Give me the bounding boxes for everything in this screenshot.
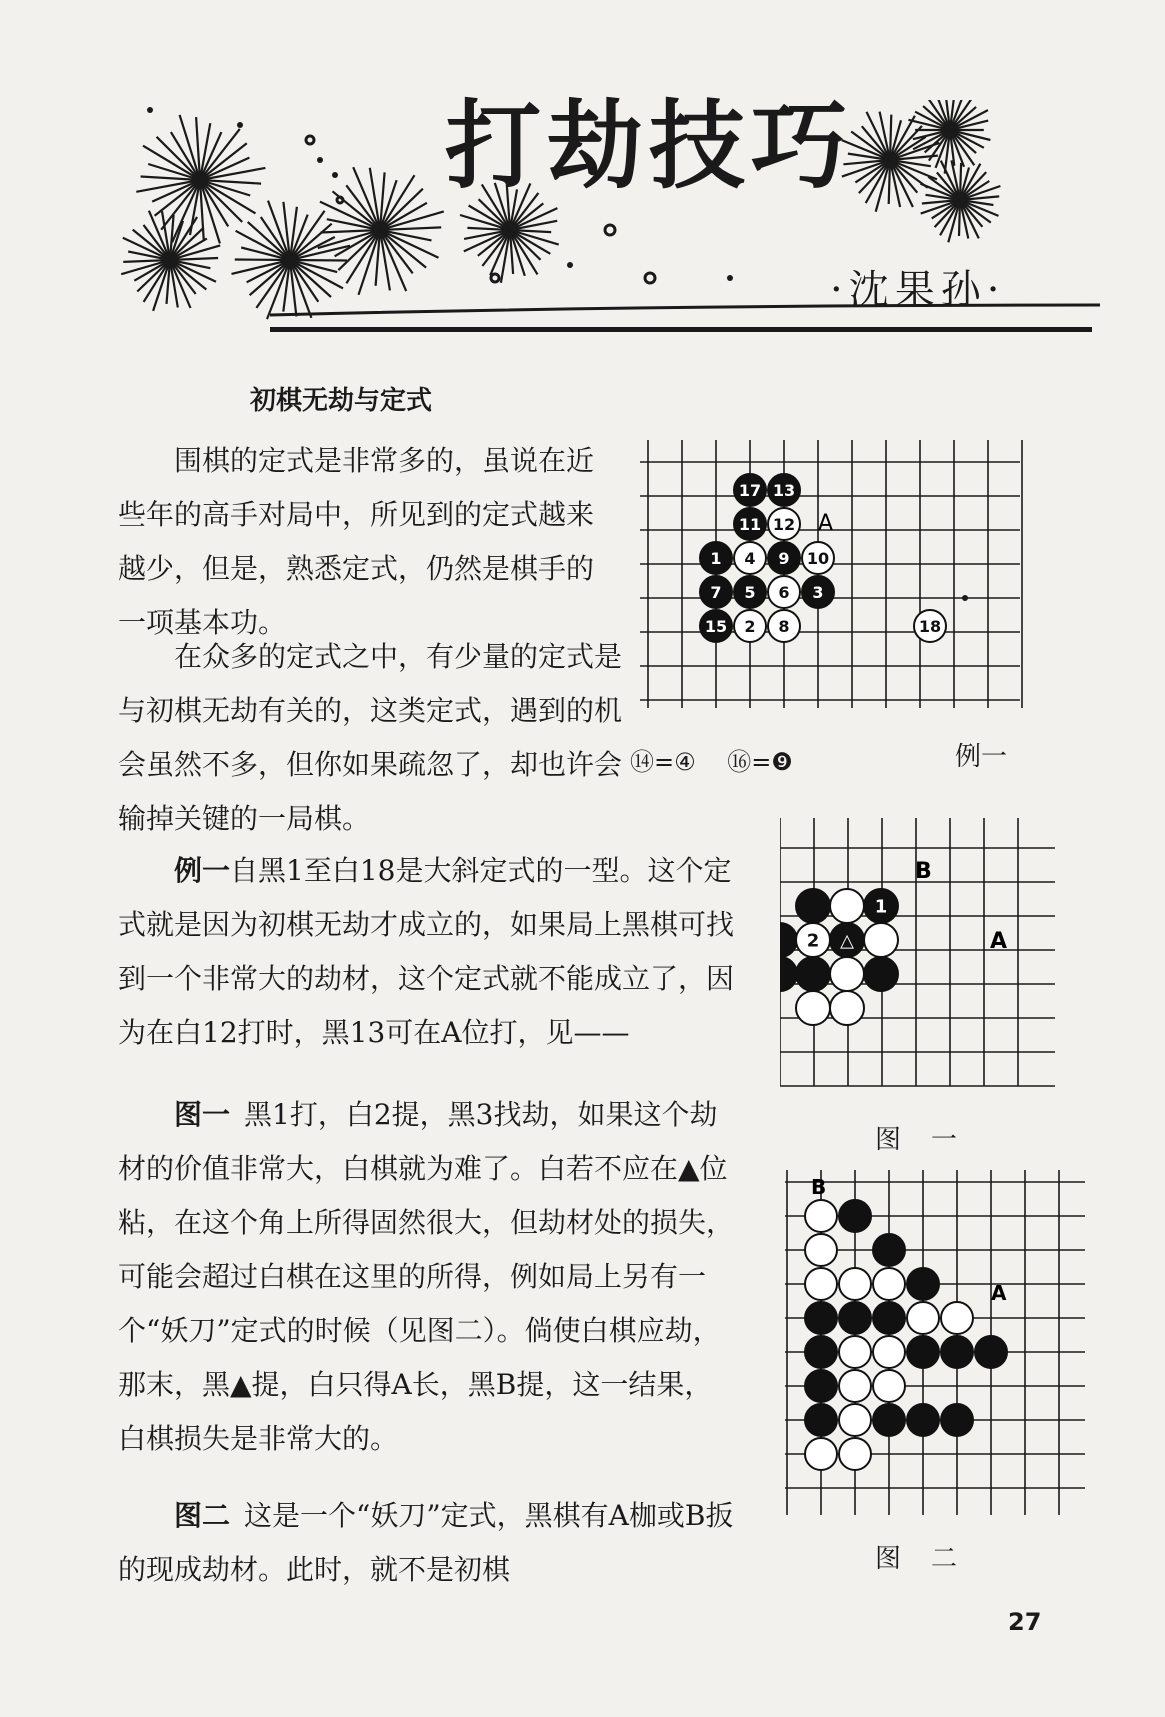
white-stone — [839, 1336, 871, 1368]
example1-caption: 例一 — [955, 742, 1008, 772]
black-stone — [805, 1302, 837, 1334]
white-stone — [839, 1370, 871, 1402]
white-stone — [805, 1234, 837, 1266]
black-stone — [796, 957, 830, 991]
black-stone — [975, 1336, 1007, 1368]
white-stone — [805, 1200, 837, 1232]
black-stone — [907, 1268, 939, 1300]
stone-number: 1 — [874, 896, 888, 918]
black-stone — [941, 1404, 973, 1436]
author-name: ·沈果孙· — [830, 267, 1006, 313]
figure1-text: 黑1打，白2提，黑3找劫，如果这个劫材的价值非常大，白棋就为难了。白若不应在▲位粘，在这个角上所得固然很大，但劫材处的损失，可能会超过白棋在这里的所得，例如局上另有一个“妖刀”定式的时候（见图二）。倘使白棋应劫，那末，黑▲提，白只得A长，黑B提，这一结果，白棋损失是非常大的。 — [118, 1098, 735, 1455]
white-stone — [830, 991, 864, 1025]
black-stone — [839, 1302, 871, 1334]
white-stone — [941, 1302, 973, 1334]
black-stone — [907, 1336, 939, 1368]
white-stone — [839, 1404, 871, 1436]
example1-note-a: ⑭=④ — [630, 748, 696, 776]
figure2-label-a: A — [991, 1281, 1007, 1305]
figure2-diagram — [785, 1170, 1085, 1520]
black-stone — [839, 1200, 871, 1232]
black-stone — [873, 1404, 905, 1436]
figure1-diagram — [780, 818, 1055, 1088]
figure2-caption: 图二 — [875, 1544, 988, 1574]
stone-number: 18 — [918, 616, 942, 636]
black-stone — [907, 1404, 939, 1436]
white-stone — [907, 1302, 939, 1334]
example1-label: 例一 — [174, 854, 231, 887]
paragraph-1 — [118, 434, 618, 650]
stone-number: 12 — [772, 514, 796, 534]
stone-number: 7 — [710, 582, 722, 602]
white-stone — [805, 1438, 837, 1470]
figure2-label: 图二 — [174, 1499, 231, 1532]
black-stone — [873, 1302, 905, 1334]
example1-notes — [630, 742, 793, 777]
white-stone — [873, 1268, 905, 1300]
black-stone — [780, 957, 797, 991]
white-stone — [805, 1268, 837, 1300]
white-stone — [796, 991, 830, 1025]
white-stone — [873, 1370, 905, 1402]
example1-point-a: A — [818, 511, 834, 536]
article-title: 打劫技巧 — [445, 90, 853, 202]
paragraph-2 — [118, 630, 623, 846]
black-stone — [796, 889, 830, 923]
black-stone — [805, 1370, 837, 1402]
paragraph-example1 — [118, 844, 738, 1060]
stone-number: 10 — [806, 548, 830, 568]
paragraph-2-text: 在众多的定式之中，有少量的定式是与初棋无劫有关的，这类定式，遇到的机会虽然不多，但你如果疏忽了，却也许会输掉关键的一局棋。 — [118, 640, 623, 835]
stone-number: 2 — [806, 930, 820, 952]
stone-number: 3 — [812, 582, 824, 602]
white-stone — [873, 1336, 905, 1368]
stone-number: 8 — [778, 616, 790, 636]
white-stone — [830, 957, 864, 991]
black-stone — [864, 957, 898, 991]
figure1-caption: 图一 — [875, 1125, 988, 1155]
section-heading: 初棋无劫与定式 — [250, 386, 433, 416]
title-rule — [270, 327, 1092, 332]
stone-number: 6 — [778, 582, 790, 602]
figure1-label: 图一 — [174, 1098, 231, 1131]
black-stone — [805, 1336, 837, 1368]
stone-number: 13 — [772, 480, 796, 500]
stone-number: 2 — [744, 616, 756, 636]
paragraph-figure2 — [118, 1489, 738, 1597]
white-stone — [864, 923, 898, 957]
black-stone — [873, 1234, 905, 1266]
white-stone — [830, 889, 864, 923]
example1-note-b: ⑯=❾ — [727, 748, 793, 776]
stone-number: 11 — [738, 514, 762, 534]
example1-diagram — [640, 440, 1035, 710]
stone-number: 9 — [778, 548, 790, 568]
figure1-label-b: B — [915, 859, 932, 884]
page-number: 27 — [1008, 1608, 1042, 1636]
figure2-label-b: B — [811, 1175, 827, 1199]
stone-number: 4 — [744, 548, 756, 568]
white-stone — [839, 1438, 871, 1470]
black-stone — [780, 923, 797, 957]
stone-number: 15 — [704, 616, 728, 636]
stone-number: 1 — [710, 548, 722, 568]
figure1-label-a: A — [990, 929, 1008, 954]
black-stone — [941, 1336, 973, 1368]
stone-number: △ — [840, 930, 854, 952]
example1-text: 自黑1至白18是大斜定式的一型。这个定式就是因为初棋无劫才成立的，如果局上黑棋可找到一个非常大的劫材，这个定式就不能成立了，因为在白12打时，黑13可在A位打，见—— — [118, 854, 735, 1049]
black-stone — [805, 1404, 837, 1436]
paragraph-1-text: 围棋的定式是非常多的，虽说在近些年的高手对局中，所见到的定式越来越少，但是，熟悉定式，仍然是棋手的一项基本功。 — [118, 444, 595, 639]
stone-number: 5 — [744, 582, 756, 602]
white-stone — [839, 1268, 871, 1300]
figure2-text: 这是一个“妖刀”定式，黑棋有A枷或B扳的现成劫材。此时，就不是初棋 — [118, 1499, 734, 1586]
paragraph-figure1 — [118, 1088, 738, 1466]
stone-number: 17 — [738, 480, 762, 500]
